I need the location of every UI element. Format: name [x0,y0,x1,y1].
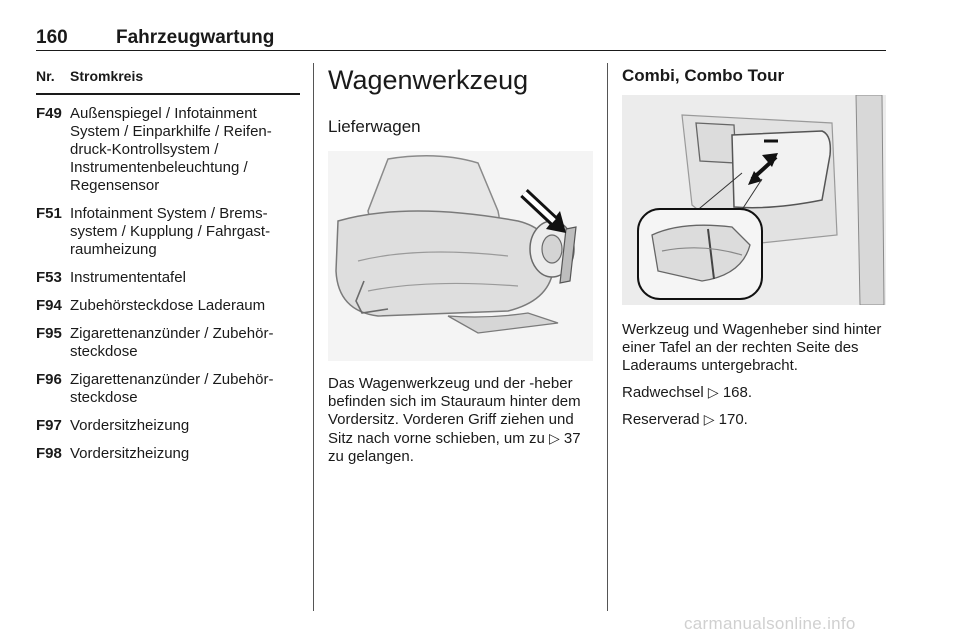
paragraph-text: zu gelangen. [328,448,414,465]
table-row [36,269,300,287]
section-heading: Wagenwerkzeug [328,65,529,95]
fuse-code: F98 [36,445,62,462]
fuse-code: F49 [36,105,62,122]
cargo-drawing [622,95,886,305]
fuse-code: F53 [36,269,62,286]
fuse-circuit: Vordersitzheizung [70,445,190,462]
page-ref-icon: ▷ [703,411,715,427]
page-ref-icon: ▷ [707,384,719,400]
page-ref-link[interactable]: 168. [722,384,753,401]
ref-line [622,383,886,402]
paragraph-text: Das Wagenwerkzeug und der -heber befinden sich im Stauraum hinter dem Vordersitz. Vorderen Griff ziehen und Sitz nach vorne schieben, um zu [328,375,581,447]
fuse-table [36,68,300,463]
fuse-table-header [36,68,300,88]
table-row [36,445,300,463]
page-title: Fahrzeugwartung [116,27,275,48]
fuse-code: F97 [36,417,62,434]
table-row [36,297,300,315]
fuse-circuit: Instrumententafel [70,269,186,286]
fuse-code: F94 [36,297,62,314]
page-number: 160 [36,27,68,48]
right-paragraph: Werkzeug und Wagenheber sind hinter einer Tafel an der rechten Seite des Laderaums untergebracht. [622,321,882,374]
header-rule [36,50,886,51]
column-divider [607,63,608,611]
page-ref-icon: ▷ [548,430,560,446]
fuse-code: F96 [36,371,62,388]
page-ref-link[interactable]: 37 [563,430,581,447]
section-heading: Combi, Combo Tour [622,66,785,85]
watermark: carmanualsonline.info [684,614,856,633]
table-row [36,105,300,195]
ref-line [622,410,886,429]
col-header-stromkreis: Stromkreis [70,68,144,84]
table-row [36,325,300,361]
fuse-circuit: Außenspiegel / Infotainment System / Einparkhilfe / Reifen-druck-Kontrollsystem / Instrumentenbeleuchtung / Regensensor [70,105,272,194]
cargo-illustration [622,95,886,305]
ref-label: Radwechsel [622,384,708,401]
table-row [36,205,300,259]
table-row [36,371,300,407]
fuse-code: F95 [36,325,62,342]
page-ref-link[interactable]: 170. [718,411,748,428]
seat-drawing [328,151,593,361]
seat-illustration [328,151,593,361]
fuse-circuit: Vordersitzheizung [70,417,190,434]
table-row [36,417,300,435]
fuse-circuit: Zigarettenanzünder / Zubehör-steckdose [70,371,274,406]
ref-label: Reserverad [622,411,704,428]
right-column [622,63,886,429]
fuse-code: F51 [36,205,62,222]
fuse-circuit: Zigarettenanzünder / Zubehör-steckdose [70,325,274,360]
subsection-heading: Lieferwagen [328,117,421,136]
column-divider [313,63,314,611]
table-header-rule [36,93,300,95]
middle-paragraph [328,375,593,466]
fuse-circuit: Zubehörsteckdose Laderaum [70,297,266,314]
fuse-circuit: Infotainment System / Brems-system / Kupplung / Fahrgast-raumheizung [70,205,271,258]
page-header [36,27,886,51]
col-header-nr: Nr. [36,68,55,84]
middle-column [328,63,593,466]
